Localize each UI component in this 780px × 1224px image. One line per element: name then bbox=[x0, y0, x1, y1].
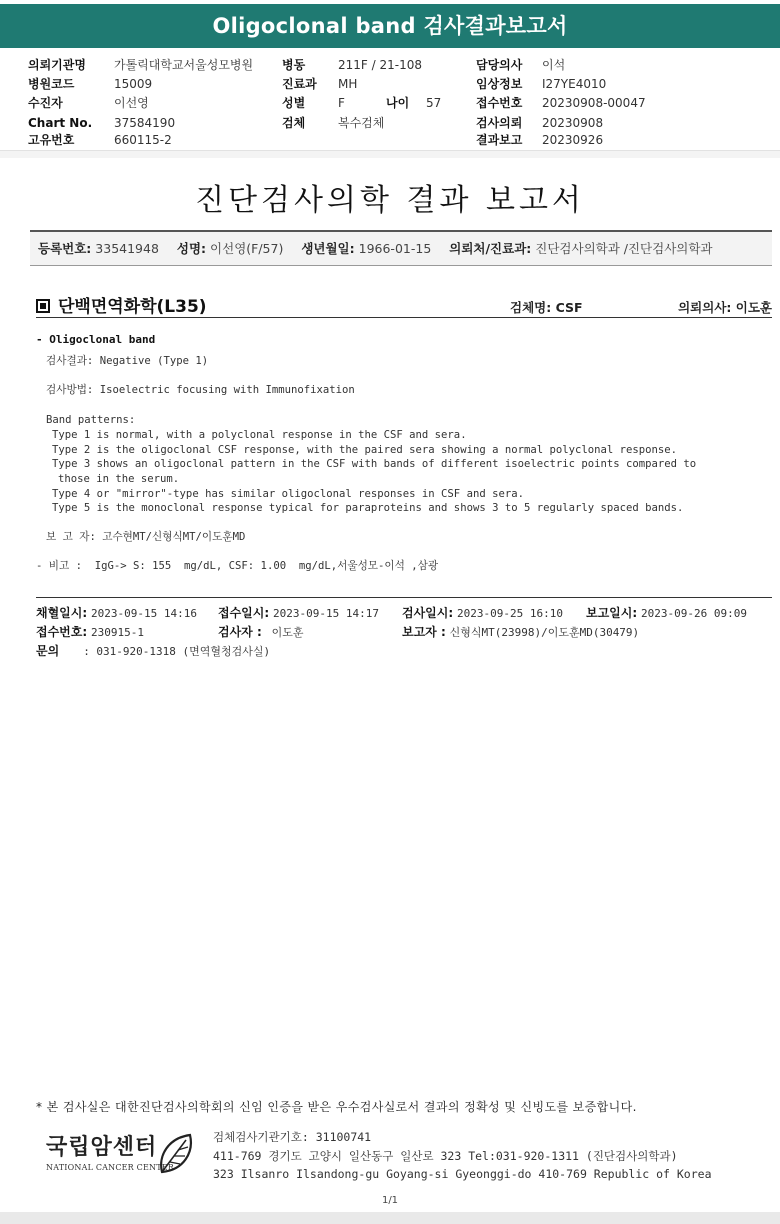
pattern-type5: Type 5 is the monoclonal response typical for paraproteins and shows 3 to 5 regularly spaced bands. bbox=[52, 502, 684, 514]
info-unique-label: 고유번호 bbox=[28, 133, 75, 147]
dept-value: 진단검사의학과 /진단검사의학과 bbox=[535, 241, 713, 256]
section-title: 단백면역화학(L35) bbox=[36, 292, 207, 317]
reporter: 보고자 : 신형식MT(23998)/이도훈MD(30479) bbox=[402, 625, 640, 639]
reg-value: 33541948 bbox=[95, 241, 159, 256]
info-specimen-value: 복수검체 bbox=[338, 116, 385, 130]
dept-label: 의뢰처/진료과: bbox=[449, 241, 532, 256]
info-chart-label: Chart No. bbox=[28, 116, 93, 130]
pattern-type4: Type 4 or "mirror"-type has similar oligoclonal responses in CSF and sera. bbox=[52, 488, 524, 500]
info-hospital-label: 의뢰기관명 bbox=[28, 58, 86, 72]
meta-separator bbox=[36, 597, 772, 598]
report-time: 보고일시: 2023-09-26 09:09 bbox=[586, 606, 747, 620]
info-patient-value: 이선영 bbox=[114, 96, 149, 110]
accreditation-notice: * 본 검사실은 대한진단검사의학회의 신임 인증을 받은 우수검사실로서 결과의 정확성 및 신빙도를 보증합니다. bbox=[36, 1100, 637, 1114]
section-doctor: 의뢰의사: 이도훈 bbox=[678, 300, 772, 315]
pattern-type1: Type 1 is normal, with a polyclonal response in the CSF and sera. bbox=[52, 429, 467, 441]
info-code-label: 병원코드 bbox=[28, 77, 75, 91]
info-clinical-value: I27YE4010 bbox=[542, 77, 607, 91]
section-specimen: 검체명: CSF bbox=[510, 300, 583, 315]
reg-label: 등록번호: bbox=[38, 241, 92, 256]
ncc-logo bbox=[46, 1130, 196, 1178]
tester: 검사자 : 이도훈 bbox=[218, 625, 304, 639]
receipt-number: 접수번호: 230915-1 bbox=[36, 625, 144, 639]
info-sex-label: 성별 bbox=[282, 96, 306, 110]
lab-code: 검체검사기관기호: 31100741 bbox=[213, 1130, 372, 1144]
leaf-icon bbox=[156, 1132, 196, 1176]
pattern-type3-cont: those in the serum. bbox=[58, 473, 180, 485]
name-label: 성명: bbox=[176, 241, 207, 256]
accept-time: 접수일시: 2023-09-15 14:17 bbox=[218, 606, 379, 620]
test-time: 검사일시: 2023-09-25 16:10 bbox=[402, 606, 563, 620]
header-separator bbox=[0, 150, 780, 158]
name-value: 이선영(F/57) bbox=[210, 241, 284, 256]
pattern-type3: Type 3 shows an oligoclonal pattern in the CSF with bands of different isoelectric points compared to bbox=[52, 458, 697, 470]
main-title: 진단검사의학 결과 보고서 bbox=[195, 183, 585, 218]
result-line: 검사결과: Negative (Type 1) bbox=[46, 355, 209, 367]
info-age-value: 57 bbox=[426, 96, 442, 110]
info-patient-label: 수진자 bbox=[28, 96, 63, 110]
remark-line: - 비고 : IgG-> S: 155 mg/dL, CSF: 1.00 mg/dL,서울성모-이석 ,삼광 bbox=[36, 560, 439, 572]
info-ward-label: 병동 bbox=[282, 58, 306, 72]
info-receipt-value: 20230908-00047 bbox=[542, 96, 646, 110]
method-line: 검사방법: Isoelectric focusing with Immunofixation bbox=[46, 384, 355, 396]
info-request-label: 검사의뢰 bbox=[476, 116, 523, 130]
info-code-value: 15009 bbox=[114, 77, 153, 91]
info-dept-value: MH bbox=[338, 77, 358, 91]
report-header-title: Oligoclonal band 검사결과보고서 bbox=[0, 4, 780, 48]
section-header bbox=[36, 292, 772, 318]
logo-english: NATIONAL CANCER CENTER bbox=[46, 1163, 175, 1172]
pattern-type2: Type 2 is the oligoclonal CSF response, with the paired sera showing a normal polyclonal response. bbox=[52, 444, 678, 456]
info-age-label: 나이 bbox=[386, 96, 410, 110]
info-ward-value: 211F / 21-108 bbox=[338, 58, 422, 72]
dob-value: 1966-01-15 bbox=[358, 241, 432, 256]
info-doctor-value: 이석 bbox=[542, 58, 566, 72]
dob-label: 생년월일: bbox=[301, 241, 355, 256]
patient-bar bbox=[30, 230, 772, 266]
info-receipt-label: 접수번호 bbox=[476, 96, 523, 110]
result-heading: - Oligoclonal band bbox=[36, 333, 156, 346]
address-english: 323 Ilsanro Ilsandong-gu Goyang-si Gyeonggi-do 410-769 Republic of Korea bbox=[213, 1167, 712, 1181]
info-report-value: 20230926 bbox=[542, 133, 604, 147]
inquiry: 문의 : 031-920-1318 (면역혈청검사실) bbox=[36, 644, 271, 658]
section-box-icon bbox=[36, 299, 50, 313]
info-report-label: 결과보고 bbox=[476, 133, 523, 147]
page-number: 1/1 bbox=[381, 1195, 399, 1206]
info-dept-label: 진료과 bbox=[282, 77, 317, 91]
info-chart-value: 37584190 bbox=[114, 116, 176, 130]
reporter-line: 보 고 자: 고수현MT/신형식MT/이도훈MD bbox=[46, 531, 246, 543]
info-unique-value: 660115-2 bbox=[114, 133, 172, 147]
info-specimen-label: 검체 bbox=[282, 116, 306, 130]
collect-time: 채혈일시: 2023-09-15 14:16 bbox=[36, 606, 197, 620]
info-clinical-label: 임상정보 bbox=[476, 77, 523, 91]
logo-name: 국립암센터 bbox=[46, 1135, 158, 1160]
address-korean: 411-769 경기도 고양시 일산동구 일산로 323 Tel:031-920-1311 (진단검사의학과) bbox=[213, 1149, 678, 1163]
info-sex-value: F bbox=[338, 96, 345, 110]
patterns-heading: Band patterns: bbox=[46, 414, 136, 426]
info-request-value: 20230908 bbox=[542, 116, 604, 130]
info-doctor-label: 담당의사 bbox=[476, 58, 523, 72]
info-hospital-value: 가톨릭대학교서울성모병원 bbox=[114, 58, 254, 72]
